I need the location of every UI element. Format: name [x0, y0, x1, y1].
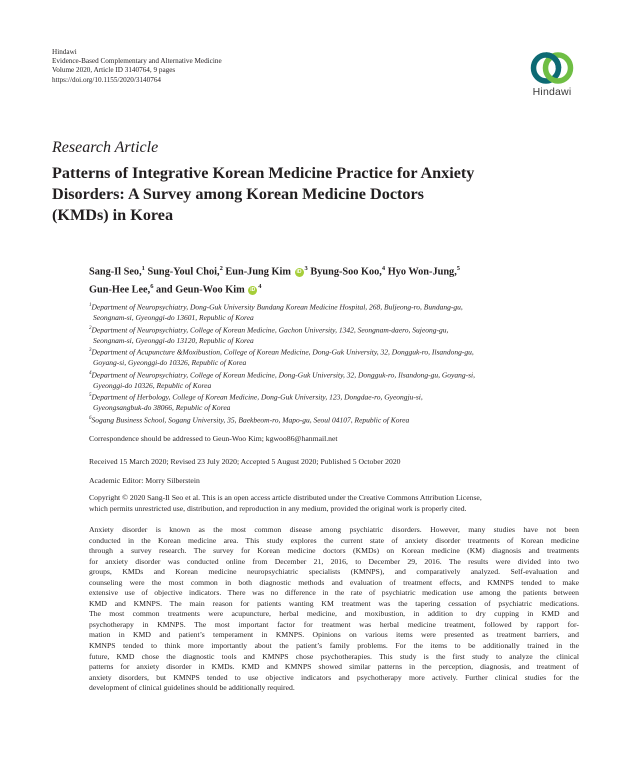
abstract-line: future, KMD chose the diagnostic tools and KMNPS chose psychotherapies. This study is the first study to analyze the clinical	[89, 651, 579, 661]
author-list	[89, 261, 589, 298]
title-line: Disorders: A Survey among Korean Medicine Doctors	[52, 185, 424, 203]
abstract-line: conducted in the Korean medicine area. This study explores the current state of anxiety disorder treatments of Korean medicine	[89, 535, 579, 545]
author-affil-num: 4	[258, 283, 262, 291]
abstract-line: extensive use of objective indicators. There was no difference in the rate of psychiatric medication use among the patients between	[89, 588, 579, 598]
affiliation-num: 1	[89, 303, 92, 308]
author-affil-num: 3	[304, 265, 308, 272]
affiliation-item	[89, 391, 579, 414]
affiliation-text: Department of Neuropsychiatry, College of Korean Medicine, Gachon University, 1342, Seongnam-daero, Sujeong-gu,	[91, 325, 449, 334]
affiliation-num: 6	[89, 415, 92, 421]
abstract-line: The most common treatments were acupuncture, herbal medicine, and moxibustion, in addition to dry cupping in KMD and	[89, 609, 579, 619]
journal-volume: Volume 2020, Article ID 3140764, 9 pages	[52, 66, 176, 75]
academic-editor: Academic Editor: Morry Silberstein	[89, 476, 200, 485]
affiliation-text: Department of Acupuncture &Moxibustion, College of Korean Medicine, Dong-Guk University, 32, Dongguk-ro, Ilsandong-gu,	[91, 347, 474, 357]
affiliation-item	[89, 369, 579, 392]
copyright-line: Copyright © 2020 Sang-Il Seo et al. This is an open access article distributed under the Creative Commons Attribution License,	[89, 493, 482, 502]
affiliation-text: Gyeongsangbuk-do 38066, Republic of Korea	[93, 403, 231, 412]
abstract-line: KMD and KMNPS. The main reason for patients wanting KM treatment was the tapering cessation of psychiatric medications.	[89, 598, 579, 608]
author-affil-num: 4	[381, 265, 386, 272]
affiliation-item	[89, 414, 579, 426]
title-line: Patterns of Integrative Korean Medicine Practice for Anxiety	[52, 164, 475, 182]
hindawi-logo-icon	[530, 50, 574, 86]
copyright-line: which permits unrestricted use, distribution, and reproduction in any medium, provided the original work is properly cited.	[89, 503, 467, 513]
publication-dates: Received 15 March 2020; Revised 23 July 2020; Accepted 5 August 2020; Published 5 October 2020	[89, 457, 401, 466]
abstract-line: Anxiety disorder is known as the most common disease among psychiatric disorders. However, many studies have not been	[89, 525, 579, 534]
abstract-line: KMNPS tended to think more importantly about the patient’s family problems. For the items to be additionally trained in the	[89, 641, 579, 651]
article-type: Research Article	[52, 139, 159, 156]
author-affil-num: 5	[456, 265, 461, 272]
affiliations	[89, 301, 579, 426]
author-name: Gun-Hee Lee,	[89, 284, 151, 296]
author-name: Sung-Youl Choi,	[144, 266, 220, 278]
author-name: Eun-Jung Kim	[222, 266, 291, 278]
affiliation-num: 2	[89, 325, 92, 331]
journal-doi-link[interactable]: https://doi.org/10.1155/2020/3140764	[52, 75, 162, 84]
abstract-line: for anxiety disorder was conducted online from December 21, 2016, to December 29, 2016. The results were divided into two	[89, 556, 579, 566]
journal-header	[52, 48, 222, 85]
author-name: Hyo Won-Jung,	[385, 266, 457, 278]
author-name: Byung-Soo Koo,	[307, 266, 382, 278]
affiliation-text: Department of Neuropsychiatry, College of Korean Medicine, Dong-Guk University, 32, Dongguk-ro, Ilsandong-gu, Goyang-si,	[91, 370, 475, 379]
title-line: (KMDs) in Korea	[52, 206, 174, 224]
author-affil-num: 2	[219, 265, 223, 272]
correspondence-note: Correspondence should be addressed to Geun-Woo Kim; kgwoo86@hanmail.net	[89, 434, 338, 443]
hindawi-logo	[522, 50, 582, 98]
orcid-icon[interactable]: iD	[250, 286, 256, 293]
author-line	[89, 261, 589, 279]
abstract	[89, 525, 579, 694]
abstract-line: anxiety disorders, but KMNPS tended to use objective indicators and psychotherapy more actively. Further clinical studies for the	[89, 672, 579, 682]
author-affil-num: 1	[141, 265, 145, 272]
abstract-line: psychotherapy in KMNPS. The most important factor for treatment was herbal medicine treatment, followed by rapport for-	[89, 619, 579, 629]
affiliation-text: Gyeonggi-do 10326, Republic of Korea	[93, 380, 212, 390]
abstract-line: patterns for anxiety disorder in KMDs. KMD and KMNPS showed similar patterns in the perception, diagnosis, and treatment of	[89, 662, 579, 672]
abstract-line: counseling were the most common in both diagnostic methods and evaluation of treatment effects, and KMNPS tended to make	[89, 577, 579, 587]
abstract-line: mation in KMD and patient’s temperament in KMNPS. Opinions on various items were presented as treatment barriers, and	[89, 630, 579, 640]
affiliation-item	[89, 301, 579, 324]
author-name: Sang-Il Seo,	[89, 266, 142, 278]
affiliation-num: 5	[89, 393, 92, 398]
author-name: and Geun-Woo Kim	[153, 284, 245, 296]
affiliation-text: Seongnam-si, Gyeonggi-do 13601, Republic of Korea	[93, 313, 254, 322]
publisher-name: Hindawi	[52, 48, 77, 56]
abstract-line: through a survey research. The survey for Korean medicine doctors (KMDs) on Korean medicine (KM) diagnosis and treatments	[89, 546, 579, 556]
article-title	[52, 163, 572, 226]
affiliation-text: Goyang-si, Gyeonggi-do 10326, Republic of Korea	[93, 358, 247, 367]
affiliation-text: Sogang Business School, Sogang University, 35, Baekbeom-ro, Mapo-gu, Seoul 04107, Republic of Korea	[91, 415, 410, 424]
orcid-icon[interactable]: iD	[296, 268, 302, 275]
affiliation-num: 3	[89, 348, 92, 353]
author-affil-num: 6	[150, 283, 154, 291]
copyright-notice	[89, 493, 579, 514]
abstract-line: groups, KMDs and Korean medicine neuropsychiatric specialists (KMNPS), and comparatively analyzed. Self-evaluation and	[89, 567, 579, 577]
affiliation-item	[89, 324, 579, 347]
affiliation-text: Department of Neuropsychiatry, Dong-Guk University Bundang Korean Medicine Hospital, 268, Buljeong-ro, Bundang-gu,	[91, 302, 463, 312]
logo-wordmark: Hindawi	[532, 86, 572, 98]
affiliation-num: 4	[89, 370, 92, 376]
journal-name: Evidence-Based Complementary and Alternative Medicine	[52, 57, 222, 66]
affiliation-text: Seongnam-si, Gyeonggi-do 13120, Republic of Korea	[93, 335, 254, 345]
affiliation-item	[89, 346, 579, 369]
affiliation-text: Department of Herbology, College of Korean Medicine, Dong-Guk University, 123, Dongdae-ro, Gyeongju-si,	[91, 392, 423, 402]
abstract-line: development of clinical guidelines should be additionally required.	[89, 683, 295, 693]
author-line	[89, 279, 589, 297]
